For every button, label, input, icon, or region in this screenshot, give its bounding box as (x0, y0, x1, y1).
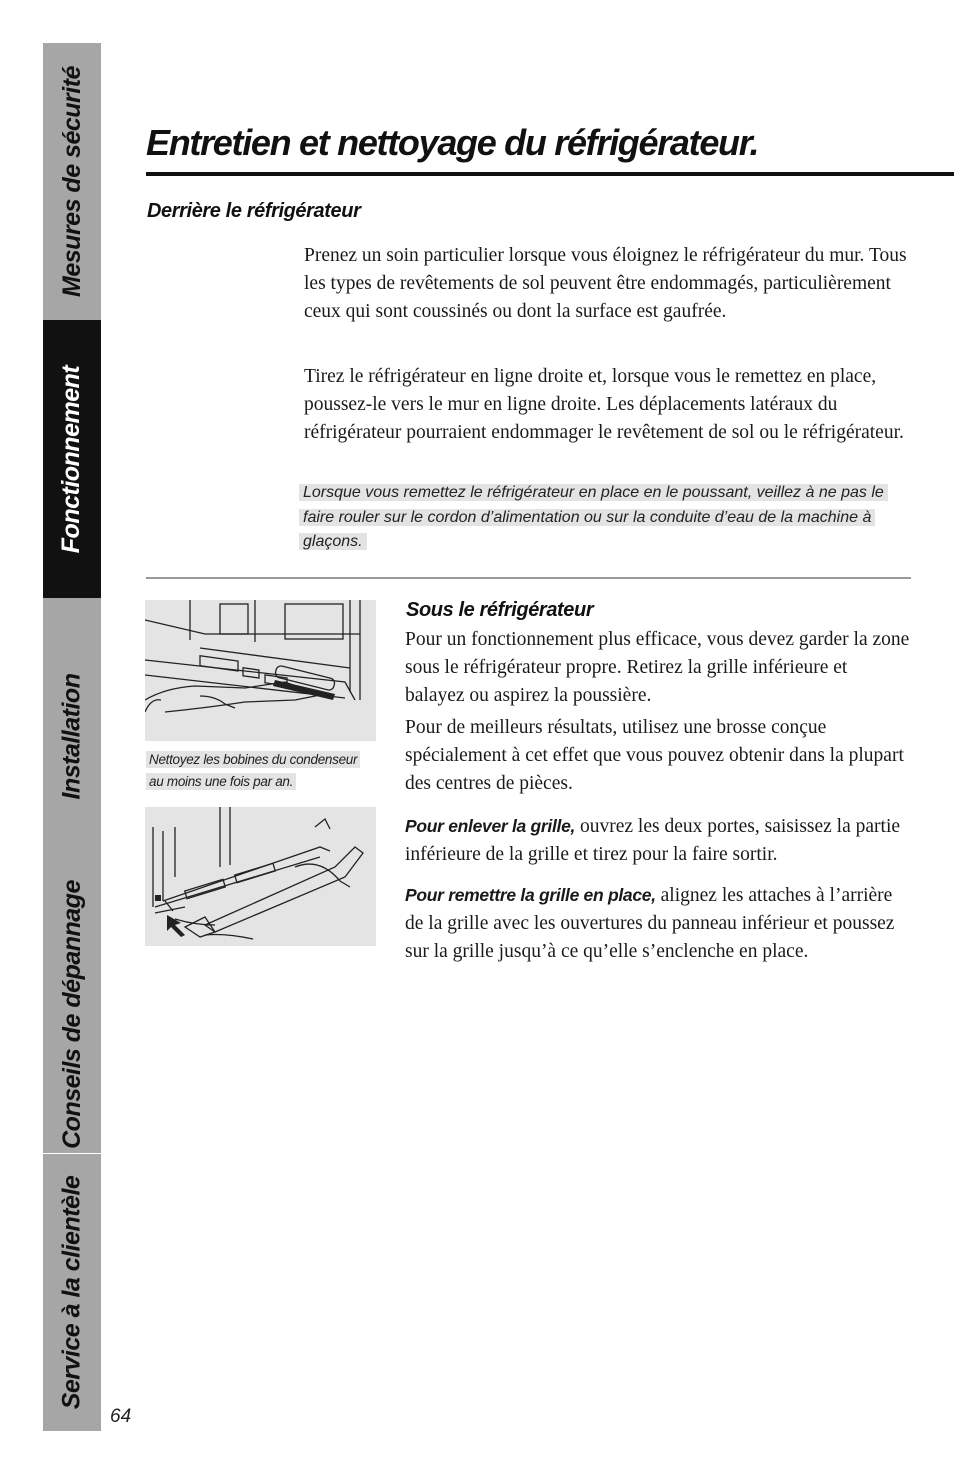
tab-label: Mesures de sécurité (57, 66, 86, 297)
condenser-cleaning-illustration (145, 600, 376, 741)
behind-note (299, 481, 910, 555)
section-heading-under: Sous le réfrigérateur (406, 599, 594, 621)
side-tabs (43, 43, 101, 1431)
replace-grille-lead: Pour remettre la grille en place, (405, 885, 656, 905)
tab-service-a-la-clientele[interactable] (43, 1153, 101, 1431)
under-paragraph-4 (405, 881, 910, 966)
page-title: Entretien et nettoyage du réfrigérateur. (146, 122, 759, 163)
tab-mesures-de-securite[interactable] (43, 43, 101, 320)
tab-label: Installation (57, 673, 86, 800)
behind-paragraph-1: Prenez un soin particulier lorsque vous éloignez le réfrigérateur du mur. Tous les types de revêtements de sol peuvent être endommagés, particulièrement ceux qui sont coussinés ou dont la surface est gaufrée. (304, 245, 907, 322)
section-divider (146, 577, 911, 579)
tab-label: Service à la clientèle (57, 1175, 86, 1409)
tab-label: Fonctionnement (57, 365, 86, 553)
remove-grille-lead: Pour enlever la grille, (405, 816, 576, 836)
replace-grille-text: alignez les attaches à l’arrière de la grille avec les ouvertures du panneau inférieur et poussez sur la grille jusqu’à ce qu’elle s’enclenche en place. (405, 885, 895, 962)
tab-installation[interactable] (43, 598, 101, 875)
condenser-cleaning-drawing (145, 600, 376, 741)
under-paragraph-1: Pour un fonctionnement plus efficace, vous devez garder la zone sous le réfrigérateur propre. Retirez la grille inférieure et balayez ou aspirez la poussière. (405, 629, 910, 706)
figure-caption-text: Nettoyez les bobines du condenseur au moins une fois par an. (146, 751, 360, 790)
section-heading-behind: Derrière le réfrigérateur (147, 200, 361, 222)
tab-conseils-de-depannage[interactable] (43, 875, 101, 1153)
tab-divider (43, 1153, 101, 1154)
under-paragraph-3 (405, 812, 910, 869)
title-rule (146, 172, 954, 176)
page-number: 64 (110, 1406, 132, 1427)
grille-removal-illustration (145, 807, 376, 946)
figure-caption (146, 749, 362, 793)
under-paragraph-2: Pour de meilleurs résultats, utilisez une brosse conçue spécialement à cet effet que vous pouvez obtenir dans la plupart des centres de pièces. (405, 717, 904, 794)
grille-removal-drawing (145, 807, 376, 946)
note-text: Lorsque vous remettez le réfrigérateur en place en le poussant, veillez à ne pas le faire rouler sur le cordon d’alimentation ou sur la conduite d’eau de la machine à glaçons. (299, 484, 888, 550)
remove-grille-text: ouvrez les deux portes, saisissez la partie inférieure de la grille et tirez pour la faire sortir. (405, 816, 901, 865)
behind-paragraph-2: Tirez le réfrigérateur en ligne droite et, lorsque vous le remettez en place, poussez-le vers le mur en ligne droite. Les déplacements latéraux du réfrigérateur pourraient endommager le revêtement de sol ou le réfrigérateur. (304, 366, 904, 443)
tab-fonctionnement[interactable] (43, 320, 101, 598)
tab-label: Conseils de dépannage (57, 879, 86, 1149)
